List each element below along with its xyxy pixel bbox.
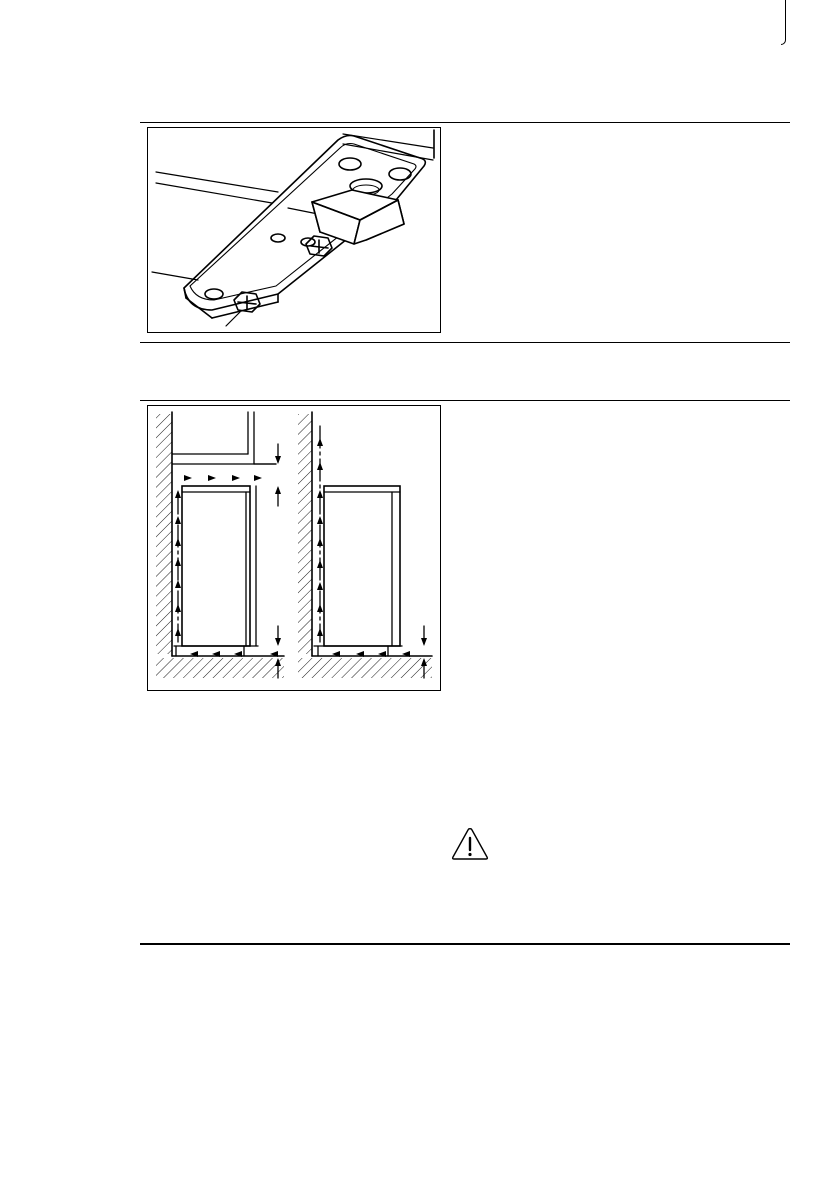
section-rule-middle <box>140 342 790 343</box>
warning-triangle-icon <box>450 826 490 862</box>
section-rule-figure2 <box>140 400 790 401</box>
figure-ventilation <box>147 405 441 691</box>
section-rule-top <box>140 122 790 123</box>
page-corner-mark <box>781 0 786 45</box>
section-rule-bottom <box>140 943 790 945</box>
figure-adjustable-foot <box>147 127 441 333</box>
